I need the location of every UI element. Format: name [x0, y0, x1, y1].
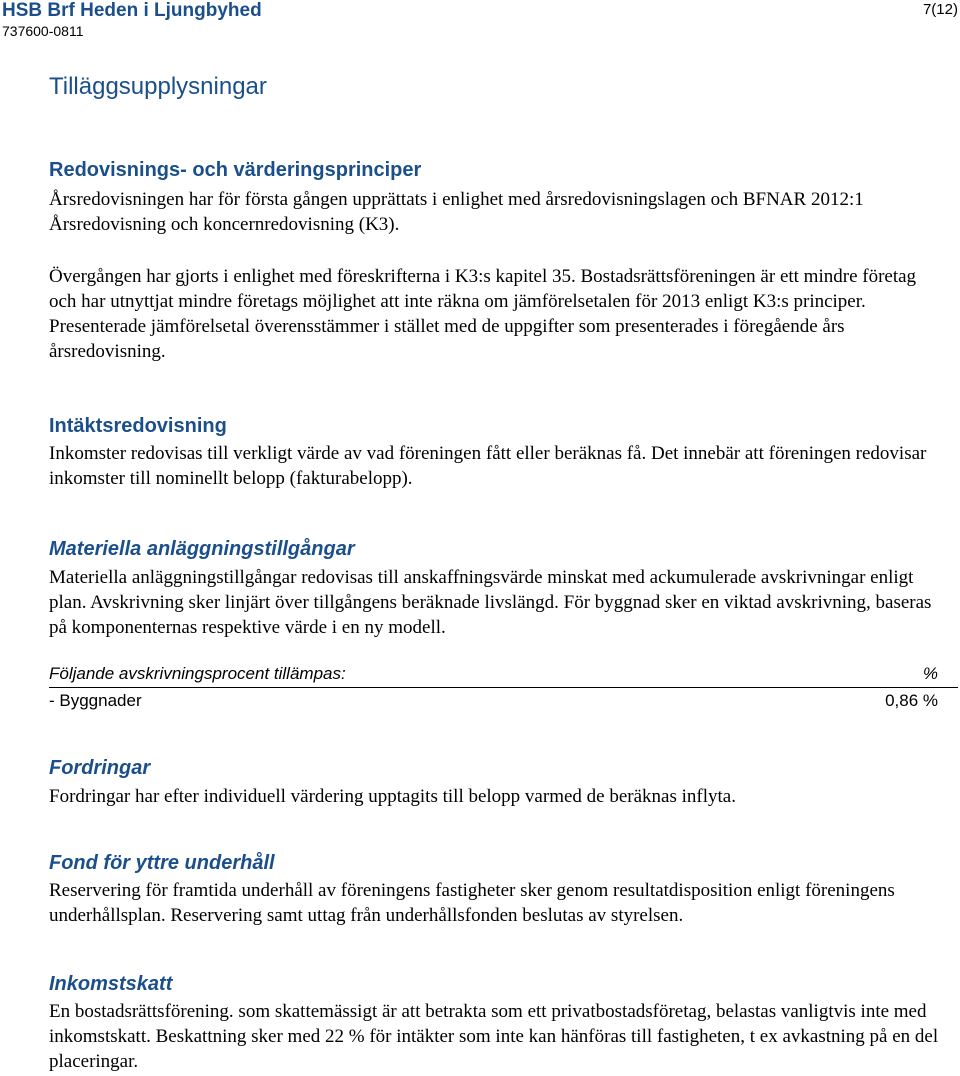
- receivables-paragraph: Fordringar har efter individuell värdering upptagits till belopp varmed de beräknas inflyta.: [49, 786, 736, 807]
- section-heading-maintenance-fund: Fond för yttre underhåll: [49, 852, 275, 874]
- maintenance-fund-paragraph: Reservering för framtida underhåll av föreningens fastigheter sker genom resultatdisposition enligt föreningens underhållsplan. Reservering samt uttag från underhållsfonden beslutas av styrelsen.: [49, 880, 895, 926]
- page-title: Tilläggsupplysningar: [49, 73, 267, 100]
- section-heading-principles: Redovisnings- och värderingsprinciper: [49, 159, 422, 181]
- revenue-paragraph: Inkomster redovisas till verkligt värde av vad föreningen fått eller beräknas få. Det innebär att föreningen redovisar inkomster till nominellt belopp (fakturabelopp).: [49, 443, 927, 489]
- organization-number: 737600-0811: [2, 23, 84, 39]
- depreciation-rate-header-label: Följande avskrivningsprocent tillämpas:: [49, 664, 346, 683]
- section-heading-receivables: Fordringar: [49, 757, 151, 779]
- principles-paragraph-2: Övergången har gjorts i enlighet med föreskrifterna i K3:s kapitel 35. Bostadsrättsföreningen är ett mindre företag och har utnyttjat mindre företags möjlighet att inte räkna om jämförelsetalen för 2013 enligt K3:s principer. Presenterade jämförelsetal överensstämmer i stället med de uppgifter som presenterades i föregående års årsredovisning.: [49, 266, 917, 362]
- section-heading-tangible-assets: Materiella anläggningstillgångar: [49, 538, 355, 560]
- section-heading-income-tax: Inkomstskatt: [49, 973, 173, 995]
- page-number: 7(12): [922, 1, 958, 18]
- depreciation-rate-row-value: 0,86 %: [885, 691, 938, 710]
- depreciation-rate-header-unit: %: [922, 664, 938, 683]
- depreciation-rate-row: [49, 690, 958, 712]
- depreciation-rate-header: [49, 663, 958, 688]
- section-heading-revenue: Intäktsredovisning: [49, 415, 227, 437]
- income-tax-paragraph: En bostadsrättsförening. som skattemässigt är att betrakta som ett privatbostadsföretag, belastas vanligtvis inte med inkomstskatt. Beskattning sker med 22 % för intäkter som inte kan hänföras till fastigheten, t ex avkastning på en del placeringar.: [49, 1001, 939, 1072]
- principles-paragraph-1: Årsredovisningen har för första gången upprättats i enlighet med årsredovisningslagen och BFNAR 2012:1 Årsredovisning och koncernredovisning (K3).: [49, 189, 864, 235]
- tangible-assets-paragraph: Materiella anläggningstillgångar redovisas till anskaffningsvärde minskat med ackumulerade avskrivningar enligt plan. Avskrivning sker linjärt över tillgångens beräknade livslängd. För byggnad sker en viktad avskrivning, baseras på komponenternas respektive värde i en ny modell.: [49, 567, 932, 638]
- depreciation-rate-row-label: - Byggnader: [49, 691, 142, 710]
- organization-name: HSB Brf Heden i Ljungbyhed: [2, 0, 262, 21]
